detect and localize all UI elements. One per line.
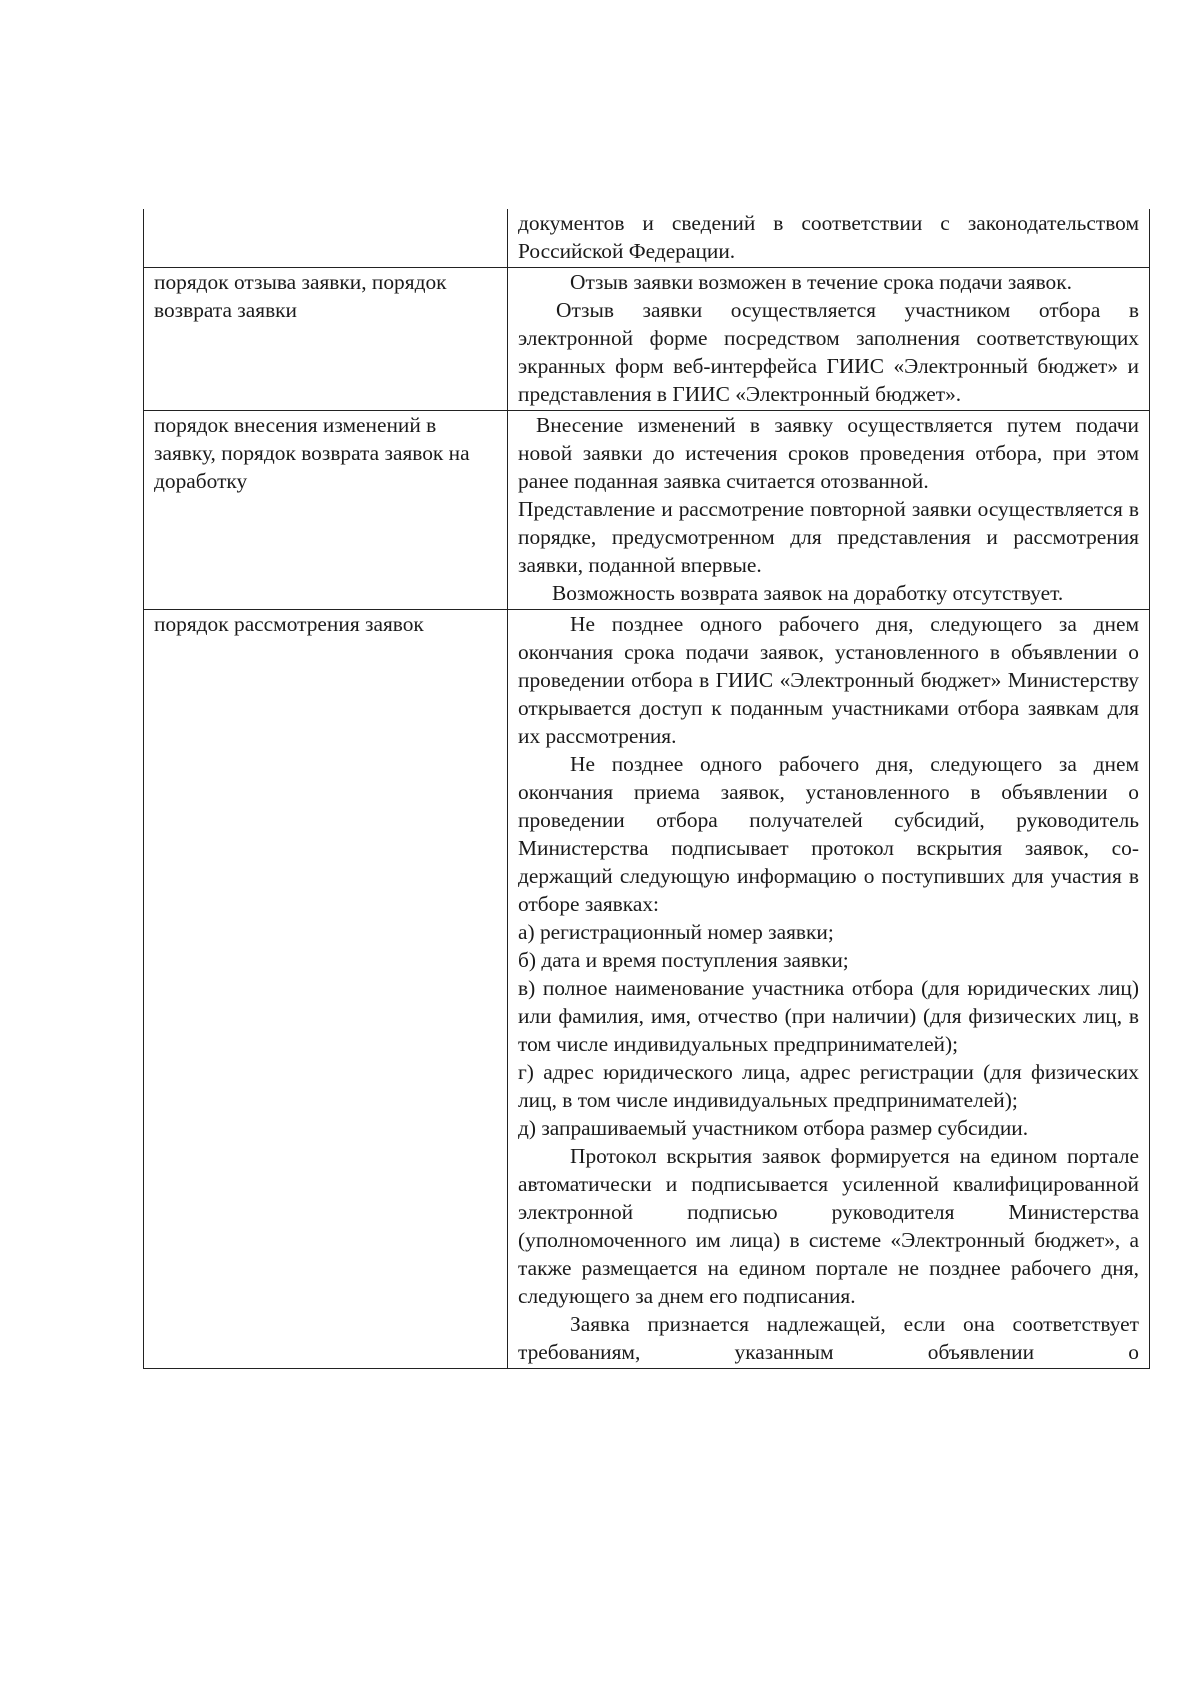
list-item: в) полное наименование участника отбора (для юридических лиц) или фамилия, имя, отчество (при наличии) (для физических лиц, в том числе индивидуальных предпринимателей); (518, 976, 1139, 1056)
requirements-table (143, 209, 1150, 1369)
row-label: порядок рассмотрения заявок (144, 610, 508, 1369)
list-item: г) адрес юридического лица, адрес регистрации (для физических лиц, в том числе индивидуальных предпринимателей); (518, 1060, 1139, 1112)
row-label: порядок отзыва заявки, порядок возврата заявки (144, 268, 508, 411)
paragraph: Возможность возврата заявок на доработку отсутствует. (552, 581, 1064, 605)
list-item: б) дата и время поступления заявки; (518, 948, 849, 972)
paragraph: Отзыв заявки осуществляется участником отбора в электронной форме посредством заполнения соответствующих экранных форм веб-интерфейса ГИИС «Электронный бюджет» и представления в ГИИС «Электронный бюджет». (518, 298, 1139, 406)
paragraph: Отзыв заявки возможен в течение срока подачи заявок. (570, 270, 1072, 294)
paragraph: Протокол вскрытия заявок формируется на едином портале автоматически и подписывается усиленной квалифицированной электронной подписью руководителя Министерства (уполномоченного им лица) в системе «Электронный бюджет», а также размещается на едином портале не позднее рабочего дня, следующего за днем его подписания. (518, 1144, 1139, 1308)
paragraph: Внесение изменений в заявку осуществляется путем подачи новой заявки до истечения сроков проведения отбора, при этом ранее поданная заявка считается отозванной. (518, 413, 1139, 493)
table-row (144, 411, 1150, 610)
list-item: д) запрашиваемый участником отбора размер субсидии. (518, 1116, 1029, 1140)
row-content (508, 209, 1150, 268)
paragraph: документов и сведений в соответствии с законодательством Российской Федерации. (518, 211, 1139, 263)
row-content (508, 268, 1150, 411)
paragraph: Заявка признается надлежащей, если она соответствует требованиям, указанным объявлении о (518, 1312, 1139, 1364)
row-label: порядок внесения изменений в заявку, порядок возврата заявок на доработку (144, 411, 508, 610)
paragraph: Не позднее одного рабочего дня, следующего за днем окончания срока подачи заявок, установленного в объявлении о проведении отбора в ГИИС «Электронный бюджет» Министерству открывается доступ к поданным участниками отбора заявкам для их рассмотрения. (518, 612, 1139, 748)
paragraph: Представление и рассмотрение повторной заявки осуществляется в порядке, предусмотренном для представления и рассмотрения заявки, поданной впервые. (518, 497, 1139, 577)
row-content (508, 610, 1150, 1369)
paragraph: Не позднее одного рабочего дня, следующего за днем окончания приема заявок, установленного в объявлении о проведении отбора получателей субсидий, руководитель Министерства подписывает протокол вскрытия заявок, со-держащий следующую информацию о поступивших для участия в отборе заявках: (518, 752, 1139, 916)
row-content (508, 411, 1150, 610)
list-item: а) регистрационный номер заявки; (518, 920, 834, 944)
table-row (144, 209, 1150, 268)
row-label (144, 209, 508, 268)
table-row (144, 610, 1150, 1369)
table-row (144, 268, 1150, 411)
